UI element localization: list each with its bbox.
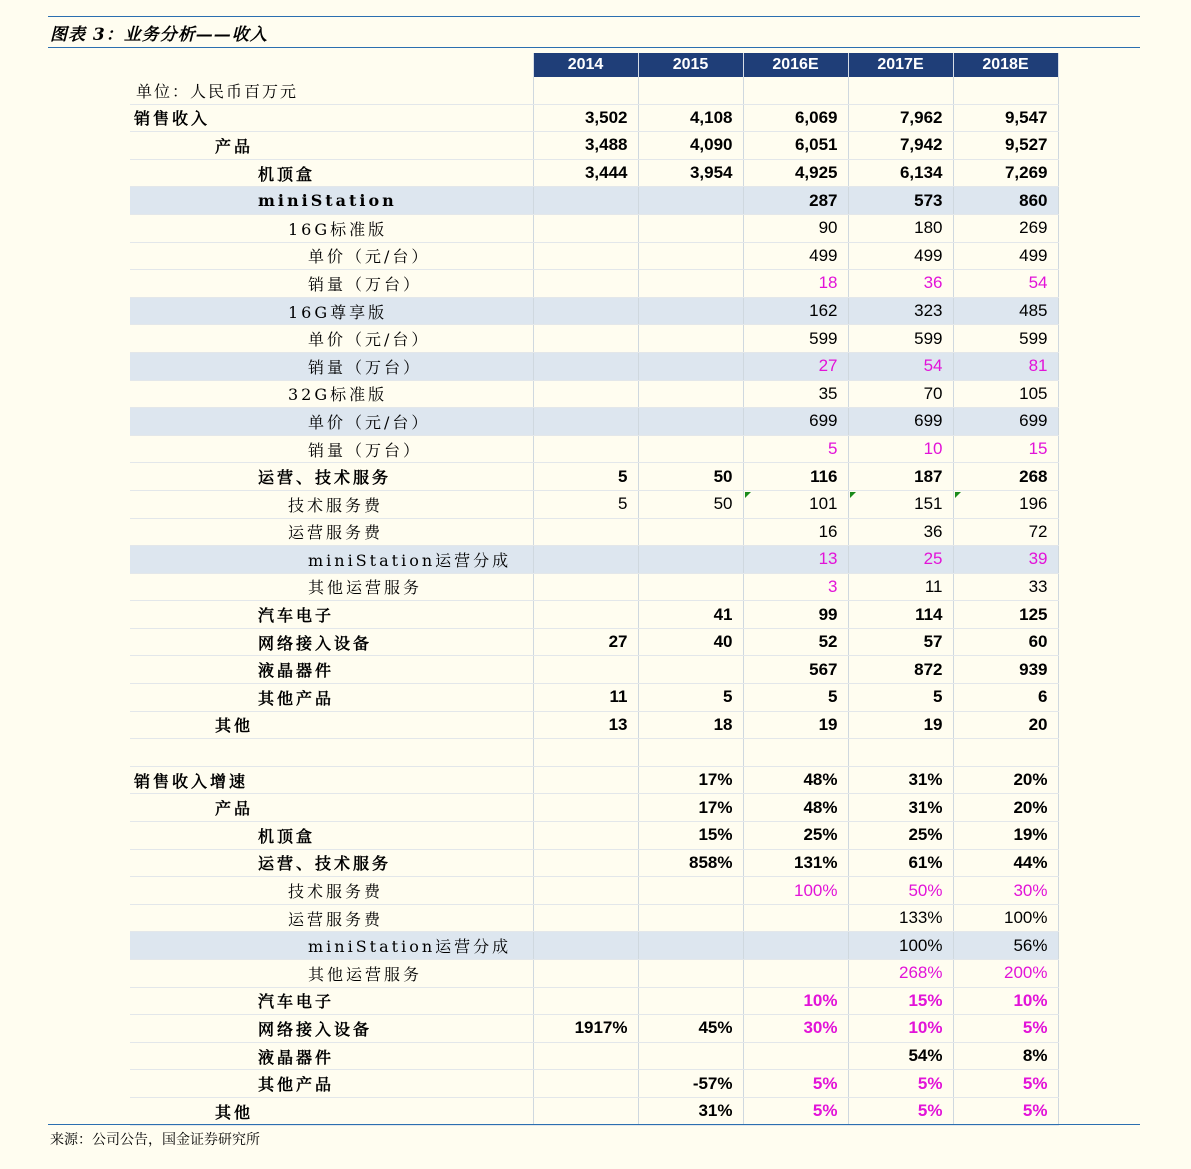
row-label: 其他 <box>130 1097 533 1125</box>
value-cell: 60 <box>953 628 1058 656</box>
value-cell <box>638 546 743 574</box>
value-cell: 54 <box>848 352 953 380</box>
row-label: 技术服务费 <box>130 490 533 518</box>
row-label: 32G标准版 <box>130 380 533 408</box>
value-cell <box>638 187 743 215</box>
revenue-table <box>130 53 1059 1126</box>
value-cell <box>533 794 638 822</box>
value-cell <box>638 380 743 408</box>
value-cell <box>533 601 638 629</box>
value-cell: 6,134 <box>848 159 953 187</box>
value-cell: 30% <box>953 877 1058 905</box>
row-label: 网络接入设备 <box>130 628 533 656</box>
value-cell <box>638 573 743 601</box>
table-row <box>130 601 1058 629</box>
row-label: 运营服务费 <box>130 518 533 546</box>
value-cell: 5 <box>743 684 848 712</box>
value-cell: 10 <box>848 435 953 463</box>
value-cell <box>533 297 638 325</box>
value-cell: -57% <box>638 1070 743 1098</box>
value-cell: 35 <box>743 380 848 408</box>
value-cell: 44% <box>953 849 1058 877</box>
bottom-rule <box>48 1124 1140 1125</box>
row-label: 液晶器件 <box>130 656 533 684</box>
value-cell <box>533 408 638 436</box>
table-row <box>130 463 1058 491</box>
value-cell <box>533 849 638 877</box>
value-cell: 323 <box>848 297 953 325</box>
value-cell <box>533 518 638 546</box>
value-cell: 57 <box>848 628 953 656</box>
table-row <box>130 270 1058 298</box>
table-row <box>130 1070 1058 1098</box>
value-cell <box>953 739 1058 767</box>
value-cell: 13 <box>743 546 848 574</box>
value-cell <box>533 822 638 850</box>
comment-marker-icon <box>850 492 856 498</box>
value-cell <box>638 932 743 960</box>
value-cell <box>533 877 638 905</box>
value-cell: 50% <box>848 877 953 905</box>
value-cell: 9,547 <box>953 104 1058 132</box>
value-cell: 48% <box>743 766 848 794</box>
table-row <box>130 932 1058 960</box>
table-row <box>130 408 1058 436</box>
value-cell: 41 <box>638 601 743 629</box>
value-cell: 25% <box>743 822 848 850</box>
value-cell: 3,954 <box>638 159 743 187</box>
value-cell: 100% <box>848 932 953 960</box>
value-cell: 27 <box>533 628 638 656</box>
value-cell <box>533 1097 638 1125</box>
value-cell: 19 <box>848 711 953 739</box>
value-cell <box>638 297 743 325</box>
value-cell: 36 <box>848 270 953 298</box>
value-cell <box>743 904 848 932</box>
value-cell: 5% <box>848 1097 953 1125</box>
table-row <box>130 684 1058 712</box>
value-cell: 4,108 <box>638 104 743 132</box>
value-cell: 5 <box>743 435 848 463</box>
value-cell: 70 <box>848 380 953 408</box>
value-cell: 11 <box>533 684 638 712</box>
value-cell: 4,925 <box>743 159 848 187</box>
value-cell: 567 <box>743 656 848 684</box>
value-cell: 699 <box>848 408 953 436</box>
value-cell <box>638 987 743 1015</box>
value-cell: 17% <box>638 794 743 822</box>
value-cell <box>638 408 743 436</box>
value-cell: 5% <box>953 1070 1058 1098</box>
table-row <box>130 766 1058 794</box>
row-label: 机顶盒 <box>130 822 533 850</box>
row-label: 销量（万台） <box>130 270 533 298</box>
value-cell: 16 <box>743 518 848 546</box>
value-cell: 31% <box>638 1097 743 1125</box>
value-cell <box>533 656 638 684</box>
value-cell <box>533 352 638 380</box>
value-cell: 20% <box>953 794 1058 822</box>
table-row <box>130 380 1058 408</box>
value-cell: 3,488 <box>533 132 638 160</box>
table-row <box>130 849 1058 877</box>
value-cell <box>638 270 743 298</box>
value-cell: 5% <box>743 1070 848 1098</box>
value-cell: 100% <box>743 877 848 905</box>
value-cell <box>848 739 953 767</box>
row-label: 运营、技术服务 <box>130 849 533 877</box>
row-label: 其他运营服务 <box>130 573 533 601</box>
value-cell: 858% <box>638 849 743 877</box>
value-cell <box>533 987 638 1015</box>
row-label: 技术服务费 <box>130 877 533 905</box>
value-cell: 5 <box>533 490 638 518</box>
value-cell: 7,269 <box>953 159 1058 187</box>
row-label: 运营、技术服务 <box>130 463 533 491</box>
value-cell <box>533 1070 638 1098</box>
table-row <box>130 325 1058 353</box>
value-cell: 72 <box>953 518 1058 546</box>
value-cell: 939 <box>953 656 1058 684</box>
value-cell <box>533 270 638 298</box>
value-cell: 105 <box>953 380 1058 408</box>
table-row <box>130 739 1058 767</box>
value-cell: 599 <box>953 325 1058 353</box>
value-cell: 485 <box>953 297 1058 325</box>
table-row <box>130 877 1058 905</box>
table-row <box>130 435 1058 463</box>
value-cell <box>533 960 638 988</box>
value-cell <box>638 1042 743 1070</box>
value-cell: 18 <box>743 270 848 298</box>
table-row <box>130 1042 1058 1070</box>
table-row <box>130 1097 1058 1125</box>
row-label: miniStation运营分成 <box>130 546 533 574</box>
value-cell: 101 <box>743 490 848 518</box>
value-cell <box>743 1042 848 1070</box>
value-cell <box>743 960 848 988</box>
row-label: 16G尊享版 <box>130 297 533 325</box>
row-label: 汽车电子 <box>130 987 533 1015</box>
value-cell: 30% <box>743 1015 848 1043</box>
row-label: 销售收入增速 <box>130 766 533 794</box>
value-cell: 269 <box>953 214 1058 242</box>
value-cell: 27 <box>743 352 848 380</box>
row-label: miniStation运营分成 <box>130 932 533 960</box>
table-row <box>130 352 1058 380</box>
value-cell <box>533 766 638 794</box>
row-label: 单价（元/台） <box>130 325 533 353</box>
value-cell: 31% <box>848 794 953 822</box>
value-cell <box>533 380 638 408</box>
value-cell: 499 <box>848 242 953 270</box>
value-cell: 31% <box>848 766 953 794</box>
value-cell <box>533 573 638 601</box>
value-cell: 4,090 <box>638 132 743 160</box>
row-label: 销售收入 <box>130 104 533 132</box>
value-cell: 56% <box>953 932 1058 960</box>
table-row <box>130 104 1058 132</box>
value-cell: 187 <box>848 463 953 491</box>
value-cell <box>638 352 743 380</box>
value-cell: 125 <box>953 601 1058 629</box>
row-label: 单价（元/台） <box>130 242 533 270</box>
row-label <box>130 739 533 767</box>
table-row <box>130 132 1058 160</box>
header-row <box>130 53 1058 77</box>
row-label: 其他 <box>130 711 533 739</box>
table-row <box>130 187 1058 215</box>
value-cell: 3,444 <box>533 159 638 187</box>
value-cell <box>638 214 743 242</box>
value-cell: 10% <box>953 987 1058 1015</box>
table-row <box>130 794 1058 822</box>
value-cell: 599 <box>848 325 953 353</box>
row-label: 单价（元/台） <box>130 408 533 436</box>
value-cell <box>743 739 848 767</box>
value-cell: 15% <box>638 822 743 850</box>
value-cell <box>638 435 743 463</box>
value-cell: 6 <box>953 684 1058 712</box>
value-cell: 599 <box>743 325 848 353</box>
value-cell: 54% <box>848 1042 953 1070</box>
value-cell: 200% <box>953 960 1058 988</box>
value-cell <box>638 904 743 932</box>
value-cell: 133% <box>848 904 953 932</box>
value-cell: 5% <box>953 1097 1058 1125</box>
value-cell: 45% <box>638 1015 743 1043</box>
value-cell: 50 <box>638 490 743 518</box>
value-cell <box>533 214 638 242</box>
row-label: 其他产品 <box>130 684 533 712</box>
comment-marker-icon <box>745 492 751 498</box>
value-cell <box>533 904 638 932</box>
figure-caption: 图表 3：业务分析——收入 <box>50 25 268 45</box>
header-year: 2018E <box>953 53 1058 77</box>
table-row <box>130 1015 1058 1043</box>
comment-marker-icon <box>955 492 961 498</box>
value-cell: 33 <box>953 573 1058 601</box>
value-cell: 18 <box>638 711 743 739</box>
value-cell: 81 <box>953 352 1058 380</box>
value-cell <box>533 187 638 215</box>
value-cell <box>533 435 638 463</box>
table-row <box>130 960 1058 988</box>
value-cell: 50 <box>638 463 743 491</box>
value-cell: 52 <box>743 628 848 656</box>
row-label: 网络接入设备 <box>130 1015 533 1043</box>
caption-rule <box>48 47 1140 48</box>
value-cell: 5% <box>848 1070 953 1098</box>
table-row <box>130 628 1058 656</box>
row-label: 其他产品 <box>130 1070 533 1098</box>
value-cell: 36 <box>848 518 953 546</box>
value-cell: 7,942 <box>848 132 953 160</box>
value-cell <box>743 932 848 960</box>
value-cell: 25 <box>848 546 953 574</box>
unit-label: 单位：人民币百万元 <box>130 77 533 104</box>
value-cell: 6,069 <box>743 104 848 132</box>
value-cell: 99 <box>743 601 848 629</box>
value-cell: 860 <box>953 187 1058 215</box>
value-cell: 40 <box>638 628 743 656</box>
header-year: 2016E <box>743 53 848 77</box>
value-cell: 196 <box>953 490 1058 518</box>
value-cell: 268 <box>953 463 1058 491</box>
header-corner <box>130 53 533 77</box>
value-cell <box>638 960 743 988</box>
table-row <box>130 904 1058 932</box>
row-label: 产品 <box>130 794 533 822</box>
table-row <box>130 214 1058 242</box>
table-row <box>130 242 1058 270</box>
value-cell <box>638 518 743 546</box>
table-row <box>130 822 1058 850</box>
table-row <box>130 297 1058 325</box>
value-cell: 20% <box>953 766 1058 794</box>
header-year: 2014 <box>533 53 638 77</box>
value-cell: 699 <box>953 408 1058 436</box>
row-label: 其他运营服务 <box>130 960 533 988</box>
table-row <box>130 546 1058 574</box>
value-cell: 10% <box>848 1015 953 1043</box>
value-cell: 25% <box>848 822 953 850</box>
value-cell: 499 <box>953 242 1058 270</box>
value-cell <box>638 242 743 270</box>
row-label: 销量（万台） <box>130 352 533 380</box>
value-cell <box>533 932 638 960</box>
value-cell: 100% <box>953 904 1058 932</box>
value-cell: 1917% <box>533 1015 638 1043</box>
value-cell <box>533 1042 638 1070</box>
value-cell: 9,527 <box>953 132 1058 160</box>
row-label: 液晶器件 <box>130 1042 533 1070</box>
value-cell <box>638 877 743 905</box>
value-cell <box>638 739 743 767</box>
value-cell: 3 <box>743 573 848 601</box>
value-cell <box>533 242 638 270</box>
value-cell: 15% <box>848 987 953 1015</box>
table-row <box>130 518 1058 546</box>
value-cell <box>638 656 743 684</box>
header-year: 2015 <box>638 53 743 77</box>
value-cell: 131% <box>743 849 848 877</box>
value-cell: 573 <box>848 187 953 215</box>
row-label: 运营服务费 <box>130 904 533 932</box>
top-rule <box>48 16 1140 17</box>
value-cell: 11 <box>848 573 953 601</box>
row-label: miniStation <box>130 187 533 215</box>
value-cell: 10% <box>743 987 848 1015</box>
source-note: 来源：公司公告，国金证券研究所 <box>50 1132 260 1148</box>
row-label: 销量（万台） <box>130 435 533 463</box>
value-cell <box>533 325 638 353</box>
value-cell: 499 <box>743 242 848 270</box>
value-cell: 5 <box>638 684 743 712</box>
value-cell: 151 <box>848 490 953 518</box>
value-cell: 699 <box>743 408 848 436</box>
value-cell: 17% <box>638 766 743 794</box>
value-cell: 5% <box>743 1097 848 1125</box>
value-cell: 116 <box>743 463 848 491</box>
table-row <box>130 987 1058 1015</box>
value-cell: 180 <box>848 214 953 242</box>
row-label: 机顶盒 <box>130 159 533 187</box>
value-cell: 54 <box>953 270 1058 298</box>
value-cell: 3,502 <box>533 104 638 132</box>
value-cell <box>533 546 638 574</box>
value-cell: 5 <box>848 684 953 712</box>
value-cell: 268% <box>848 960 953 988</box>
value-cell: 39 <box>953 546 1058 574</box>
value-cell: 19% <box>953 822 1058 850</box>
value-cell: 872 <box>848 656 953 684</box>
value-cell: 15 <box>953 435 1058 463</box>
value-cell: 90 <box>743 214 848 242</box>
table-row <box>130 711 1058 739</box>
value-cell: 162 <box>743 297 848 325</box>
value-cell <box>638 325 743 353</box>
value-cell: 8% <box>953 1042 1058 1070</box>
table-row <box>130 490 1058 518</box>
value-cell: 114 <box>848 601 953 629</box>
header-year: 2017E <box>848 53 953 77</box>
table-row <box>130 159 1058 187</box>
row-label: 汽车电子 <box>130 601 533 629</box>
value-cell: 61% <box>848 849 953 877</box>
value-cell: 287 <box>743 187 848 215</box>
value-cell: 48% <box>743 794 848 822</box>
value-cell: 13 <box>533 711 638 739</box>
table-row <box>130 573 1058 601</box>
value-cell <box>533 739 638 767</box>
row-label: 16G标准版 <box>130 214 533 242</box>
value-cell: 19 <box>743 711 848 739</box>
table-row <box>130 656 1058 684</box>
value-cell: 5 <box>533 463 638 491</box>
value-cell: 20 <box>953 711 1058 739</box>
unit-row <box>130 77 1058 104</box>
value-cell: 5% <box>953 1015 1058 1043</box>
value-cell: 6,051 <box>743 132 848 160</box>
value-cell: 7,962 <box>848 104 953 132</box>
row-label: 产品 <box>130 132 533 160</box>
